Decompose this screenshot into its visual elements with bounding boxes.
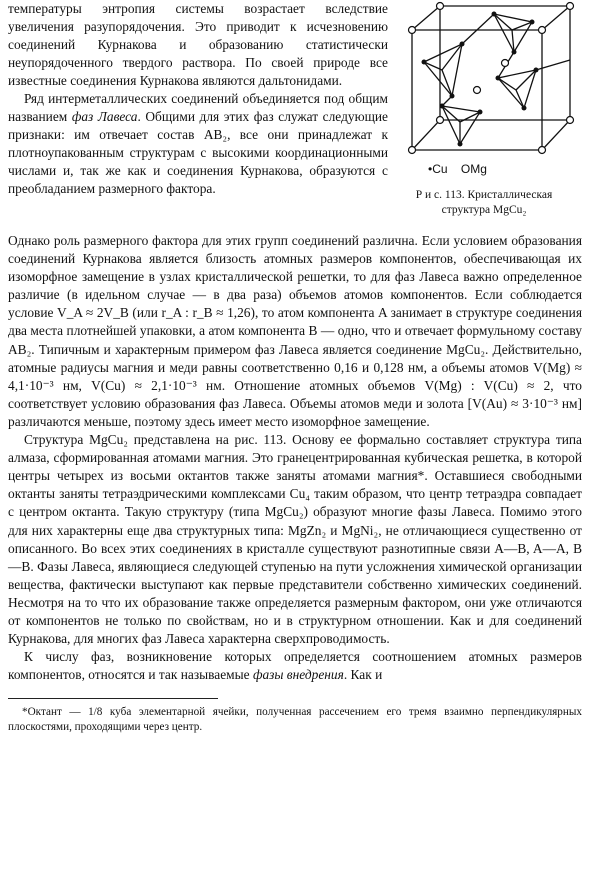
figure-legend xyxy=(428,162,584,176)
figure-column xyxy=(394,0,584,218)
interstitial-term: фазы внедрения xyxy=(252,667,344,683)
mgcu2-structure-drawing xyxy=(402,0,580,160)
interstitial-text-2: . Как и xyxy=(343,667,383,683)
footnote: *Октант — 1/8 куба элементарной ячейки, полученная рассечением его тремя взаимно перпендикулярных плоскостями, проходящими через центр. xyxy=(8,706,582,734)
laves-intro-text: Ряд интерметаллических соединений объединяется под общим названием xyxy=(8,91,388,124)
top-block xyxy=(8,0,582,232)
paragraph-top: температуры энтропия системы возрастает вследствие увеличения разупорядочения. Это приводит к исчезновению соединений Курнакова и образованию статистически неупорядоченного твердого раствора. По своей природе все известные соединения Курнакова являются дальтонидами. xyxy=(8,1,388,88)
left-column xyxy=(8,0,388,198)
paragraph-interstitial xyxy=(8,648,582,684)
laves-term: фаз Лавеса xyxy=(71,109,138,124)
paragraph-laves-size: Однако роль размерного фактора для этих групп соединений различна. Если условием образования соединений Курнакова является близость атомных размеров компонентов, обеспечивающая их изоморфное замещение в узлах кристаллической решетки, то для фаз Лавеса важно определенное различие (в идельном случае — в два раза) объемов атомов компонентов. Если соблюдается условие V_A ≈ 2V_B (или r_A : r_B ≈ 1,26), то атом компонента A занимает в структуре соединения два места плотнейшей упаковки, а атом компонента B — одно, что и отвечает формульному составу AB₂. Типичным и характерным примером фаз Лавеса является соединение MgCu₂. Действительно, атомные радиусы магния и меди равны соответственно 0,16 и 0,128 нм, а объемы атомов V(Mg) ≈ 4,1·10⁻³ нм, V(Cu) ≈ 2,1·10⁻³ нм. Отношение атомных объемов V(Mg) : V(Cu) ≈ 2, что соответствует условию образования фаз Лавеса. Объемы атомов меди и золота [V(Au) ≈ 3·10⁻³ нм] различаются меньше, поэтому здесь имеет место изоморфное замещение. xyxy=(8,233,582,429)
legend-mg: OMg xyxy=(460,162,487,176)
paragraph-laves-intro xyxy=(8,90,388,198)
interstitial-text: К числу фаз, возникновение которых определяется соотношением атомных размеров компонентов, относятся и так называемые xyxy=(8,649,582,683)
legend-cu: •Cu xyxy=(428,162,448,176)
figure-caption: Р и с. 113. Кристаллическая структура MgCu₂ xyxy=(415,189,553,216)
crystal-structure-figure xyxy=(402,0,580,160)
laves-intro-text-2: . Общими для этих фаз служат следующие признаки: им отвечает состав AB₂, все они принадлежат к плотноупакованным структурам с высокими координационными числами и, так же как и соединения Курнакова, образуются с преобладанием размерного фактора. xyxy=(8,109,388,196)
footnote-rule xyxy=(8,698,218,699)
page xyxy=(8,0,582,735)
paragraph-structure: Структура MgCu₂ представлена на рис. 113. Основу ее формально составляет структура типа алмаза, сформированная атомами магния. Это гранецентрированная кубическая решетка, в которой центры четырех из восьми октантов также заняты атомами магния*. Оставшиеся свободными октанты заняты тетраэдрическими комплексами Cu₄ таким образом, что центр тетраэдра совпадает с центром октанта. Такую структуру (типа MgCu₂) образуют многие фазы Лавеса. Помимо этого для них характерны еще два структурных типа: MgZn₂ и MgNi₂, не отличающиеся существенно от описанного. Во всех этих соединениях в кристалле существуют разнотипные связи A—B, A—A, B—B. Фазы Лавеса, являющиеся следующей ступенью на пути усложнения химической организации вещества, фактически выступают как первые представители собственно химических соединений. Несмотря на то что их образование также определяется размерным фактором, они уже отличаются от компонентов не только по свойствам, но и в структурном отношении. Как и для соединений Курнакова, для многих фаз Лавеса характерна сверхпроводимость. xyxy=(8,432,582,647)
main-text xyxy=(8,232,582,684)
